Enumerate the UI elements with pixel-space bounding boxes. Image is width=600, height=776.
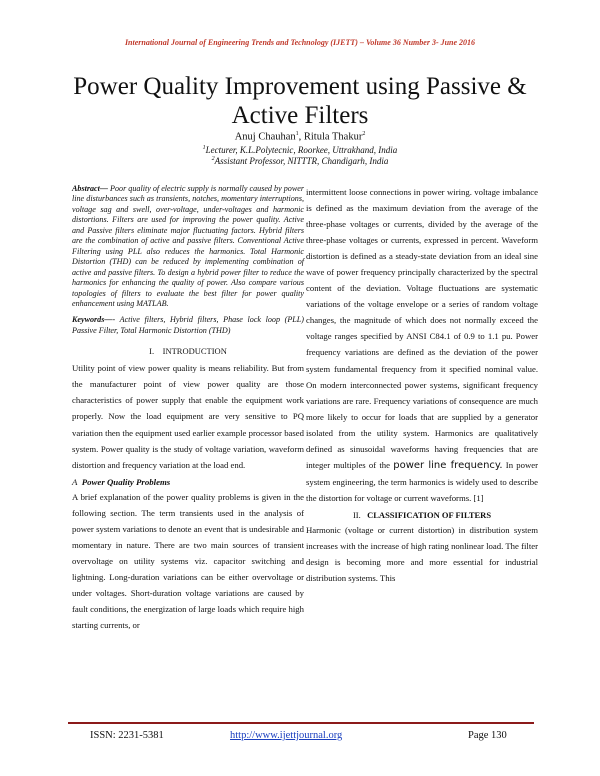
right-paragraph-2: Harmonic (voltage or current distortion) in distribution system increases with the increase of high rating nonlinear load. The filter design is becoming more and more essential for industrial distribution systems. This (306, 524, 538, 584)
footer-page-number: Page 130 (468, 730, 507, 741)
section-heading-introduction (72, 346, 304, 356)
affiliation-2-sup: 2 (211, 156, 215, 162)
right-paragraph-1-text: intermittent loose connections in power wiring. voltage imbalance is defined as the maximum deviation from the average of the three-phase voltages or currents, divided by the average of the three-phase voltages or currents, expressed in percent. Waveform distortion is defined as a steady-state deviation from an ideal sine wave of power frequency principally characterized by the spectral content of the deviation. Voltage fluctuations are systematic variations of the voltage envelope or a series of random voltage changes, the magnitude of which does not normally exceed the voltage ranges specified by ANSI C84.1 of 0.9 to 1.1 pu. Power frequency variations are defined as the deviation of the power system fundamental frequency from it specified nominal value. On modern interconnected power systems, significant frequency variations are rare. Frequency variations of consequence are much more likely to occur for loads that are supplied by a generator isolated from the utility system. Harmonics are qualitatively defined as sinusoidal waveforms having frequencies that are integer multiples of the (306, 187, 538, 470)
section-1-first-letter: I (162, 346, 166, 357)
affiliation-2-text: Assistant Professor, NITTTR, Chandigarh, India (214, 156, 389, 166)
keywords-label: Keywords— (72, 315, 113, 325)
right-paragraph-1-emphasis: power line frequency. (393, 459, 503, 471)
affiliation-1 (0, 145, 600, 155)
affiliation-1-sup: 1 (202, 145, 206, 151)
author-separator: , (298, 131, 304, 143)
author-2: Ritula Thakur (303, 131, 363, 143)
journal-header: International Journal of Engineering Trends and Technology (IJETT) – Volume 36 Number 3- June 2016 (124, 38, 476, 47)
section-1-number: I. (149, 346, 155, 357)
keywords (72, 315, 304, 336)
right-paragraph-1 (306, 184, 538, 506)
right-column (306, 184, 538, 586)
section-2-first-letter: C (367, 509, 374, 520)
footer-url-link[interactable]: http://www.ijettjournal.org (230, 730, 343, 741)
intro-paragraph: Utility point of view power quality is means reliability. But from the manufacturer point of view power quality are those characteristics of power supply that enable the equipment work properly. Now the load equipment are very sensitive to PQ variation then the equipment used earlier example processor based system. Power quality is the study of voltage variation, waveform distortion and frequency variation at the load end. (72, 363, 304, 470)
abstract-text: Poor quality of electric supply is normally caused by power line disturbances such as transients, notches, momentary interruptions, voltage sag and swell, over-voltage, under-voltages and harmonic distortions. Filters are used for improving the power quality. Active and Passive filters eliminate major fluctuating factors. Hybrid filters are the combination of active and passive filters. Conventional Active Filtering using PLL also reduces the harmonics. Total Harmonic Distortion (THD) can be reduced by implementing combination of active and passive filters. To design a hybrid power filter to reduce the harmonics for enhancing the quality of power. Also compare various topologies of filters to evaluate the best filter for power quality enhancement using MATLAB. (72, 184, 304, 308)
subsection-title: Power Quality Problems (81, 476, 171, 487)
title-line-2: Active Filters (231, 102, 369, 129)
abstract (72, 184, 304, 309)
affiliation-2 (0, 156, 600, 166)
subsection-heading-pq-problems (72, 477, 304, 487)
left-column (72, 184, 304, 633)
author-1-sup: 1 (295, 131, 299, 137)
section-1-rest: NTRODUCTION (165, 346, 227, 357)
subsection-letter: A (72, 476, 78, 487)
right-paragraph-1-tail: In power system engineering, the term harmonics is widely used to describe the distortion for voltage or current waveforms. [1] (306, 459, 538, 503)
title-line-1: Power Quality Improvement using Passive & (73, 73, 527, 100)
pq-problems-paragraph: A brief explanation of the power quality problems is given in the following section. The term transients used in the analysis of power system variations to denote an event that is undesirable and momentary in nature. There are two main sources of transient overvoltage on utility systems viz. capacitor switching and lightning. Long-duration variations can be either overvoltage or under voltages. Short-duration voltage variations are caused by fault conditions, the energization of large loads which require high starting currents, or (72, 491, 304, 631)
section-2-number: II. (352, 509, 361, 520)
keywords-text: - Active filters, Hybrid filters, Phase lock loop (PLL) Passive Filter, Total Harmonic Distortion (THD) (72, 315, 304, 335)
footer-divider (68, 722, 534, 724)
author-1: Anuj Chauhan (234, 131, 296, 143)
affiliation-1-text: Lecturer, K.L.Polytecnic, Roorkee, Uttrakhand, India (205, 145, 398, 155)
author-list (0, 131, 600, 143)
section-heading-classification (306, 510, 538, 520)
abstract-label: Abstract— (72, 184, 108, 193)
section-2-rest: LASSIFICATION OF FILTERS (373, 509, 492, 520)
paper-title (40, 72, 560, 130)
author-2-sup: 2 (362, 131, 366, 137)
footer-issn: ISSN: 2231-5381 (90, 730, 164, 741)
